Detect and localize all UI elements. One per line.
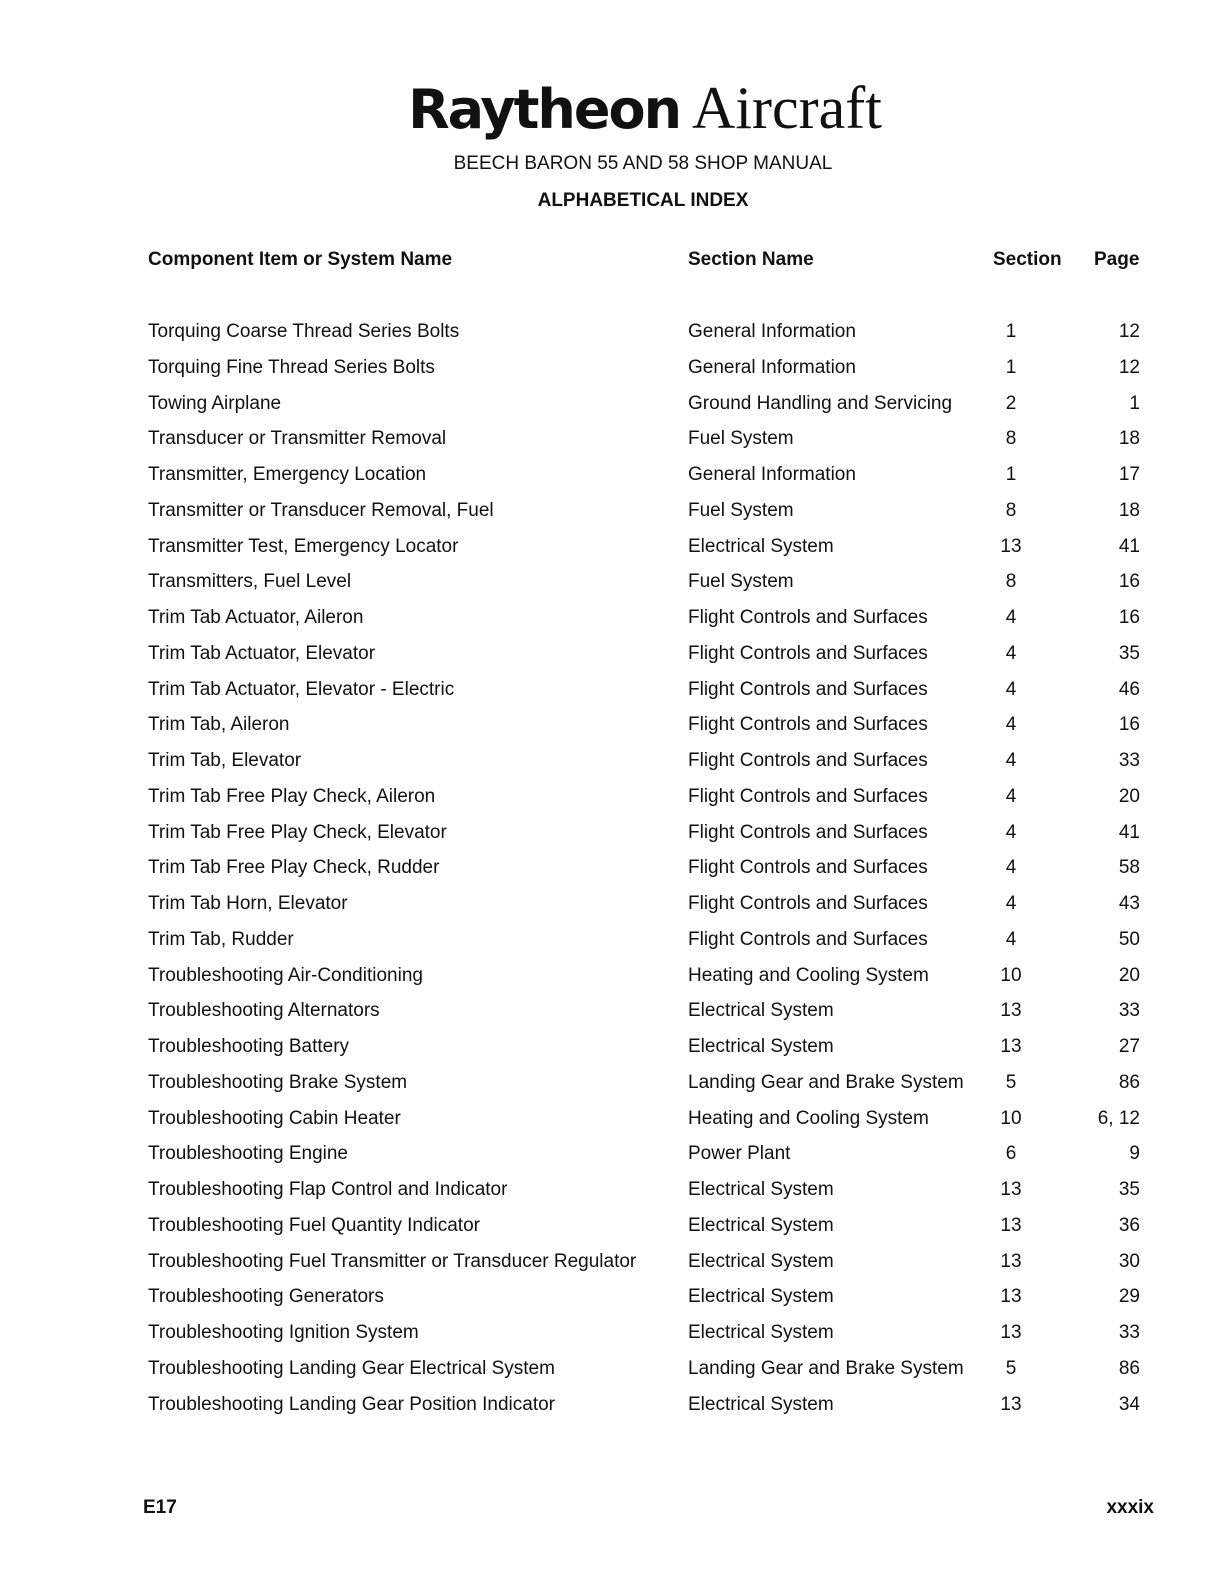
section-name: Flight Controls and Surfaces <box>688 642 928 664</box>
item-name: Troubleshooting Ignition System <box>148 1322 419 1343</box>
page-ref: 35 <box>1118 642 1140 664</box>
index-title: ALPHABETICAL INDEX <box>537 190 749 211</box>
section-number: 13 <box>1000 1214 1022 1236</box>
item-name: Trim Tab, Elevator <box>148 750 302 771</box>
section-name: Power Plant <box>688 1143 791 1165</box>
page-ref: 20 <box>1118 785 1140 807</box>
section-number: 4 <box>1005 857 1017 879</box>
section-name: Fuel System <box>688 428 794 450</box>
table-row <box>0 571 1220 601</box>
table-row <box>0 1394 1220 1424</box>
brand-suffix: Aircraft <box>692 75 882 141</box>
section-name: Electrical System <box>688 1214 834 1236</box>
manual-title: BEECH BARON 55 AND 58 SHOP MANUAL <box>453 153 833 174</box>
section-number: 4 <box>1005 607 1017 628</box>
raytheon-aircraft-logo <box>0 74 1220 143</box>
section-number: 4 <box>1005 893 1017 914</box>
section-number: 4 <box>1005 750 1017 771</box>
item-name: Trim Tab Horn, Elevator <box>148 893 348 914</box>
page-ref: 18 <box>1118 499 1140 521</box>
table-row <box>0 643 1220 673</box>
section-number: 8 <box>1005 571 1017 593</box>
section-name: Electrical System <box>688 535 834 557</box>
page-ref: 30 <box>1118 1250 1140 1272</box>
item-name: Transmitter Test, Emergency Locator <box>148 535 459 557</box>
table-row <box>0 607 1220 637</box>
item-name: Towing Airplane <box>148 392 282 414</box>
section-name: Flight Controls and Surfaces <box>688 857 928 879</box>
page-ref: 17 <box>1118 464 1140 485</box>
page-ref: 35 <box>1118 1179 1140 1200</box>
section-number: 13 <box>1000 1179 1022 1200</box>
item-name: Troubleshooting Alternators <box>148 1000 380 1022</box>
section-number: 1 <box>1005 356 1017 378</box>
table-row <box>0 500 1220 530</box>
table-row <box>0 1179 1220 1209</box>
page-ref: 33 <box>1118 1322 1140 1343</box>
section-number: 5 <box>1005 1071 1017 1093</box>
item-name: Troubleshooting Air-Conditioning <box>148 964 423 986</box>
section-number: 1 <box>1005 464 1017 485</box>
page-ref: 16 <box>1118 607 1140 628</box>
page-ref: 86 <box>1118 1071 1140 1093</box>
section-number: 1 <box>1005 321 1017 342</box>
section-number: 8 <box>1005 499 1017 521</box>
table-row <box>0 857 1220 887</box>
table-row <box>0 393 1220 423</box>
section-name: Electrical System <box>688 1179 834 1200</box>
item-name: Troubleshooting Fuel Quantity Indicator <box>148 1214 480 1236</box>
section-name: General Information <box>688 356 856 378</box>
column-header-section: Section <box>993 249 1062 270</box>
item-name: Troubleshooting Fuel Transmitter or Transducer Regulator <box>148 1250 637 1272</box>
item-name: Troubleshooting Generators <box>148 1286 384 1308</box>
table-row <box>0 1000 1220 1030</box>
section-name: Flight Controls and Surfaces <box>688 678 928 700</box>
section-name: Flight Controls and Surfaces <box>688 893 928 914</box>
section-name: Electrical System <box>688 1322 834 1343</box>
section-number: 13 <box>1000 1000 1022 1022</box>
page-ref: 36 <box>1118 1214 1140 1236</box>
page-number: xxxix <box>1106 1497 1154 1518</box>
page-ref: 41 <box>1118 821 1140 843</box>
page-ref: 34 <box>1118 1393 1140 1415</box>
section-number: 4 <box>1005 642 1017 664</box>
footer-code: E17 <box>143 1497 177 1518</box>
section-number: 13 <box>1000 1286 1022 1308</box>
page-ref: 20 <box>1118 964 1140 986</box>
section-name: Electrical System <box>688 1036 834 1057</box>
section-name: Heating and Cooling System <box>688 1107 929 1129</box>
section-number: 4 <box>1005 928 1017 950</box>
page-ref: 18 <box>1118 428 1140 450</box>
item-name: Troubleshooting Brake System <box>148 1071 408 1093</box>
column-header-page: Page <box>1094 249 1140 270</box>
page-ref: 58 <box>1118 857 1140 879</box>
brand-name: Raytheon <box>408 78 681 141</box>
section-name: Electrical System <box>688 1393 834 1415</box>
table-row <box>0 428 1220 458</box>
page-ref: 6, 12 <box>1097 1107 1140 1129</box>
section-name: Electrical System <box>688 1286 834 1308</box>
page-ref: 43 <box>1118 893 1140 914</box>
page-ref: 1 <box>1129 392 1140 414</box>
item-name: Troubleshooting Battery <box>148 1036 350 1057</box>
page-ref: 41 <box>1118 535 1140 557</box>
page-ref: 33 <box>1118 750 1140 771</box>
page-ref: 46 <box>1118 678 1140 700</box>
section-number: 6 <box>1005 1143 1017 1165</box>
table-row <box>0 1072 1220 1102</box>
item-name: Troubleshooting Engine <box>148 1143 348 1165</box>
page-ref: 12 <box>1118 356 1140 378</box>
section-name: Flight Controls and Surfaces <box>688 821 928 843</box>
section-name: Electrical System <box>688 1000 834 1022</box>
item-name: Transmitters, Fuel Level <box>148 571 352 593</box>
section-number: 4 <box>1005 714 1017 736</box>
page-ref: 50 <box>1118 928 1140 950</box>
table-row <box>0 464 1220 494</box>
item-name: Trim Tab Free Play Check, Elevator <box>148 821 447 843</box>
section-name: Ground Handling and Servicing <box>688 392 953 414</box>
page-ref: 16 <box>1118 714 1140 736</box>
table-row <box>0 1036 1220 1066</box>
section-number: 8 <box>1005 428 1017 450</box>
table-row <box>0 786 1220 816</box>
section-number: 4 <box>1005 785 1017 807</box>
page-ref: 29 <box>1118 1286 1140 1308</box>
section-number: 13 <box>1000 535 1022 557</box>
section-name: General Information <box>688 321 856 342</box>
table-row <box>0 1143 1220 1173</box>
item-name: Transducer or Transmitter Removal <box>148 428 447 450</box>
page-ref: 9 <box>1129 1143 1140 1165</box>
section-name: Flight Controls and Surfaces <box>688 750 928 771</box>
section-name: Electrical System <box>688 1250 834 1272</box>
section-name: Landing Gear and Brake System <box>688 1071 964 1093</box>
table-row <box>0 536 1220 566</box>
item-name: Trim Tab Free Play Check, Rudder <box>148 857 440 879</box>
section-number: 10 <box>1000 964 1022 986</box>
page-ref: 16 <box>1118 571 1140 593</box>
page-ref: 86 <box>1118 1357 1140 1379</box>
section-name: Flight Controls and Surfaces <box>688 607 928 628</box>
item-name: Troubleshooting Cabin Heater <box>148 1107 401 1129</box>
section-number: 13 <box>1000 1250 1022 1272</box>
section-name: Landing Gear and Brake System <box>688 1357 964 1379</box>
table-row <box>0 822 1220 852</box>
item-name: Transmitter or Transducer Removal, Fuel <box>148 499 494 521</box>
item-name: Troubleshooting Landing Gear Position Indicator <box>148 1393 555 1415</box>
section-name: Flight Controls and Surfaces <box>688 928 928 950</box>
table-row <box>0 929 1220 959</box>
section-number: 10 <box>1000 1107 1022 1129</box>
page-ref: 27 <box>1118 1036 1140 1057</box>
table-row <box>0 1215 1220 1245</box>
table-row <box>0 1358 1220 1388</box>
item-name: Transmitter, Emergency Location <box>148 464 427 485</box>
section-name: Flight Controls and Surfaces <box>688 785 928 807</box>
section-number: 13 <box>1000 1322 1022 1343</box>
table-row <box>0 750 1220 780</box>
table-row <box>0 1322 1220 1352</box>
table-row <box>0 1108 1220 1138</box>
section-name: Fuel System <box>688 571 794 593</box>
section-number: 4 <box>1005 678 1017 700</box>
column-header-item: Component Item or System Name <box>148 249 453 270</box>
item-name: Trim Tab Free Play Check, Aileron <box>148 785 436 807</box>
table-row <box>0 321 1220 351</box>
item-name: Trim Tab Actuator, Elevator - Electric <box>148 678 455 700</box>
page-ref: 33 <box>1118 1000 1140 1022</box>
section-number: 2 <box>1005 392 1017 414</box>
item-name: Trim Tab Actuator, Aileron <box>148 607 364 628</box>
table-row <box>0 893 1220 923</box>
section-name: General Information <box>688 464 856 485</box>
item-name: Torquing Fine Thread Series Bolts <box>148 356 435 378</box>
item-name: Troubleshooting Flap Control and Indicator <box>148 1179 508 1200</box>
item-name: Torquing Coarse Thread Series Bolts <box>148 321 460 342</box>
item-name: Troubleshooting Landing Gear Electrical System <box>148 1357 555 1379</box>
section-number: 5 <box>1005 1357 1017 1379</box>
table-row <box>0 965 1220 995</box>
section-name: Flight Controls and Surfaces <box>688 714 928 736</box>
column-header-section-name: Section Name <box>688 249 814 270</box>
table-row <box>0 357 1220 387</box>
item-name: Trim Tab, Aileron <box>148 714 290 736</box>
table-row <box>0 1286 1220 1316</box>
item-name: Trim Tab Actuator, Elevator <box>148 642 376 664</box>
table-row <box>0 679 1220 709</box>
section-number: 13 <box>1000 1393 1022 1415</box>
item-name: Trim Tab, Rudder <box>148 928 294 950</box>
section-name: Heating and Cooling System <box>688 964 929 986</box>
section-number: 4 <box>1005 821 1017 843</box>
page-ref: 12 <box>1118 321 1140 342</box>
section-number: 13 <box>1000 1036 1022 1057</box>
section-name: Fuel System <box>688 499 794 521</box>
table-row <box>0 714 1220 744</box>
table-row <box>0 1251 1220 1281</box>
